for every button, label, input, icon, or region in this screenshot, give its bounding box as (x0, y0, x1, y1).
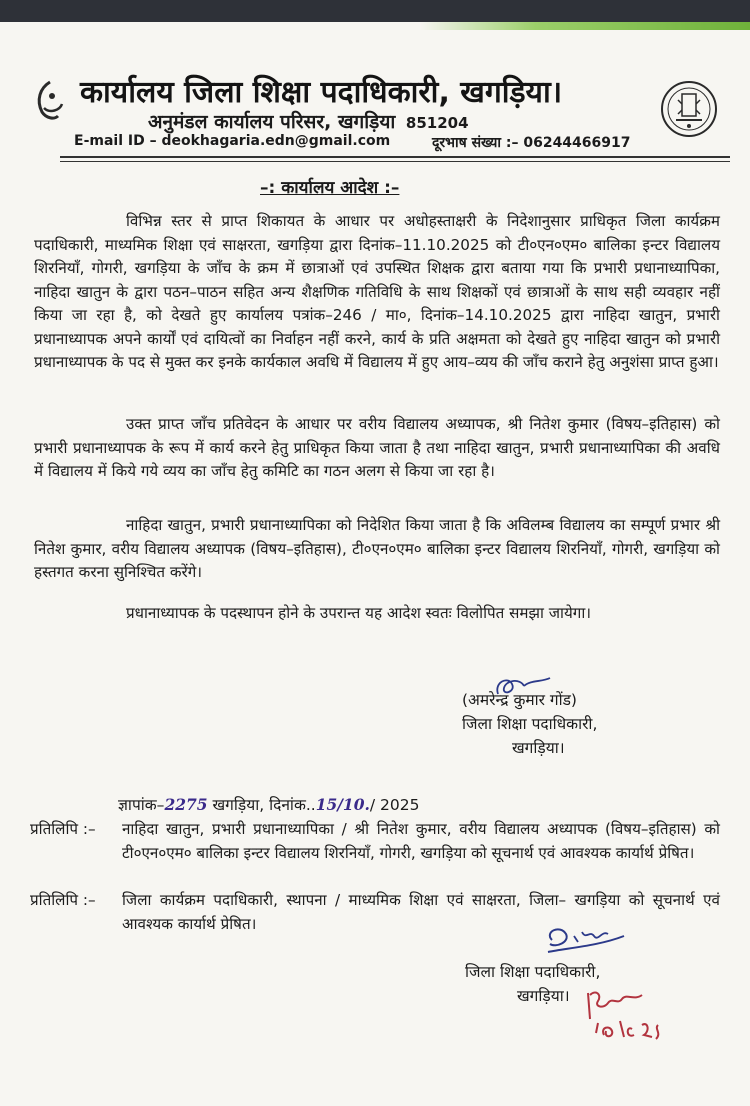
bihar-government-seal-icon (660, 80, 718, 138)
order-paragraph-2 (34, 413, 720, 484)
pincode: 851204 (405, 114, 469, 132)
copy-label-2: प्रतिलिपि :– (30, 891, 96, 909)
paragraph-2-text: उक्त प्राप्त जाँच प्रतिवेदन के आधार पर वरीय विद्यालय अध्यापक, श्री नितेश कुमार (विषय–इतिहास) को प्रभारी प्रधानाध्यापक के रूप में कार्य करने हेतु प्राधिकृत किया जाता है तथा नाहिदा खातुन, प्रभारी प्रधानाध्यापिका की अवधि में विद्यालय में किये गये व्यय का जाँच हेतु कमिटि का गठन अलग से किया जा रहा है। (34, 415, 720, 480)
copy-text-2: जिला कार्यक्रम पदाधिकारी, स्थापना / माध्यमिक शिक्षा एवं साक्षरता, जिला– खगड़िया को सूचनार्थ एवं आवश्यक कार्यार्थ प्रेषित। (122, 891, 720, 933)
email-id: E-mail ID – deokhagaria.edn@gmail.com (74, 133, 391, 149)
header-divider-thin (60, 161, 730, 162)
office-signature-block (465, 960, 600, 1008)
header-divider (60, 156, 730, 158)
officer-name: (अमरेन्द्र कुमार गोंड) (462, 691, 577, 709)
order-title: –: कार्यालय आदेश :– (260, 178, 400, 198)
memo-prefix: ज्ञापांक– (118, 796, 165, 814)
office-designation: जिला शिक्षा पदाधिकारी, (465, 963, 601, 981)
order-paragraph-4 (34, 602, 720, 626)
order-paragraph-3 (34, 514, 720, 585)
officer-signature-block (462, 688, 597, 760)
memo-place-date-label: खगड़िया, दिनांक.. (207, 796, 316, 814)
memo-date-handwritten: 15/10. (315, 795, 370, 814)
memo-number-handwritten: 2275 (164, 795, 208, 814)
copy-label-1: प्रतिलिपि :– (30, 820, 96, 838)
office-title: कार्यालय जिला शिक्षा पदाधिकारी, खगड़िया। (80, 75, 563, 110)
office-place: खगड़िया। (517, 987, 570, 1005)
officer-designation: जिला शिक्षा पदाधिकारी, (462, 715, 598, 733)
paragraph-4-text: प्रधानाध्यापक के पदस्थापन होने के उपरान्त यह आदेश स्वतः विलोपित समझा जायेगा। (126, 604, 592, 622)
copy-to-2 (30, 889, 720, 936)
officer-place: खगड़िया। (512, 739, 565, 757)
copy-text-1: नाहिदा खातुन, प्रभारी प्रधानाध्यापिका / श्री नितेश कुमार, वरीय विद्यालय अध्यापक (विषय–इतिहास) को टी०एन०एम० बालिका इन्टर विद्यालय शिरनियाँ, गोगरी, खगड़िया को सूचनार्थ एवं आवश्यक कार्यार्थ प्रेषित। (122, 820, 720, 862)
phone-number: दूरभाष संख्या :– 06244466917 (432, 135, 631, 151)
office-address (148, 108, 469, 134)
memo-line (118, 793, 420, 815)
paragraph-1-text: विभिन्न स्तर से प्राप्त शिकायत के आधार पर अधोहस्ताक्षरी के निदेशानुसार प्राधिकृत जिला कार्यक्रम पदाधिकारी, माध्यमिक शिक्षा एवं साक्षरता, खगड़िया द्वारा दिनांक–11.10.2025 को टी०एन०एम० बालिका इन्टर विद्यालय शिरनियाँ, गोगरी, खगड़िया के जाँच के क्रम में छात्राओं एवं उपस्थित शिक्षक द्वारा बताया गया कि प्रभारी प्रधानाध्यापिका, नाहिदा खातुन के द्वारा पठन–पाठन सहित अन्य शैक्षणिक गतिविधि के साथ शिक्षकों एवं छात्राओं के साथ सही व्यवहार नहीं किया जा रहा है, को देखते हुए कार्यालय पत्रांक–246 / मा०, दिनांक–14.10.2025 द्वारा नाहिदा खातुन, प्रभारी प्रधानाध्यापक अपने कार्यों एवं दायित्वों का निर्वाहन नहीं करने, कार्य के प्रति अक्षमता को देखते हुए नाहिदा खातुन को प्रभारी प्रधानाध्यापक के पद से मुक्त कर इनके कार्यकाल अवधि में विद्यालय में हुए आय–व्यय की जाँच कराने हेतु अनुशंसा प्राप्त हुआ। (34, 212, 720, 371)
memo-year: / 2025 (369, 796, 420, 814)
order-paragraph-1 (34, 210, 720, 375)
office-emblem-left-icon (30, 78, 72, 124)
paragraph-3-text: नाहिदा खातुन, प्रभारी प्रधानाध्यापिका को निदेशित किया जाता है कि अविलम्ब विद्यालय का सम्पूर्ण प्रभार श्री नितेश कुमार, वरीय विद्यालय अध्यापक (विषय–इतिहास), टी०एन०एम० बालिका इन्टर विद्यालय शिरनियाँ, गोगरी, खगड़िया को हस्तगत करना सुनिश्चित करेंगे। (34, 516, 720, 581)
address-text: अनुमंडल कार्यालय परिसर, खगड़िया (148, 111, 396, 133)
copy-to-1 (30, 818, 720, 865)
